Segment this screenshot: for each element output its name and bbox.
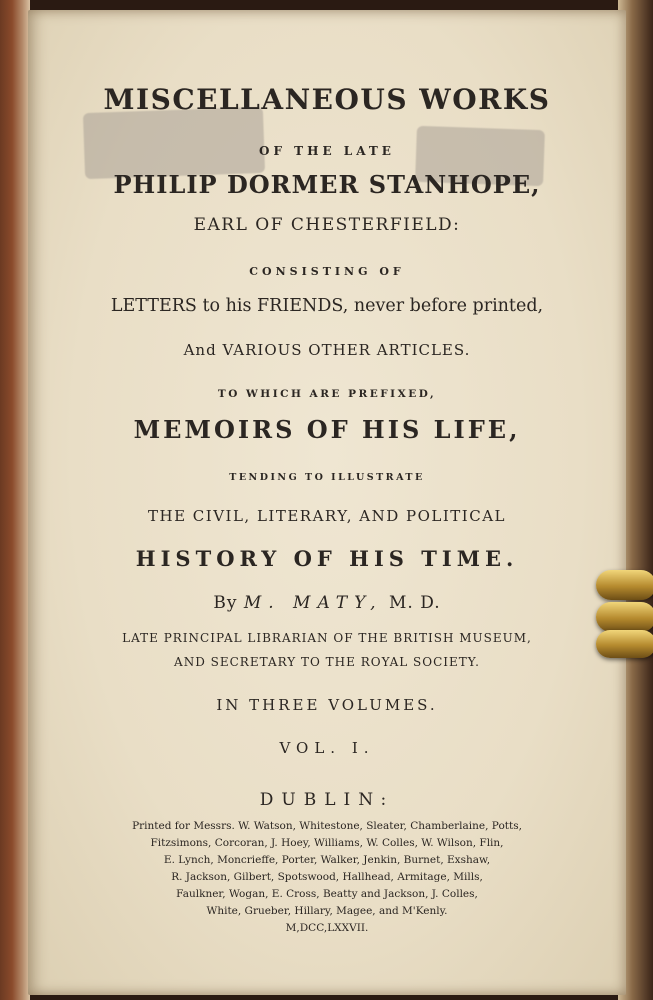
imprint-date: M,DCC,LXXVII. (285, 922, 369, 934)
secretary-line: AND SECRETARY TO THE ROYAL SOCIETY. (174, 655, 480, 669)
civil-literary-line: THE CIVIL, LITERARY, AND POLITICAL (148, 507, 506, 525)
volume-number: VOL. I. (279, 739, 375, 757)
subtitle-of-the-late: OF THE LATE (259, 144, 395, 158)
tending-line: TENDING TO ILLUSTRATE (229, 472, 425, 483)
brass-clasp (596, 630, 653, 658)
author-name-stanhope: PHILIP DORMER STANHOPE, (113, 170, 541, 199)
librarian-line: LATE PRINCIPAL LIBRARIAN OF THE BRITISH MUSEUM, (122, 631, 532, 645)
imprint-line: R. Jackson, Gilbert, Spotswood, Hallhead, Armitage, Mills, (171, 871, 483, 883)
book-title: MISCELLANEOUS WORKS (103, 83, 551, 116)
various-articles-line: And VARIOUS OTHER ARTICLES. (183, 341, 471, 359)
memoirs-line: MEMOIRS OF HIS LIFE, (133, 415, 521, 444)
imprint-line: E. Lynch, Moncrieffe, Porter, Walker, Jenkin, Burnet, Exshaw, (163, 854, 491, 866)
by-author-line (28, 593, 626, 613)
history-line: HISTORY OF HIS TIME. (135, 546, 519, 571)
imprint-city: DUBLIN: (259, 790, 395, 810)
letters-line: LETTERS to his FRIENDS, never before printed, (110, 296, 544, 316)
volumes-line: IN THREE VOLUMES. (216, 696, 438, 714)
imprint-line: Fitzsimons, Corcoran, J. Hoey, Williams, W. Colles, W. Wilson, Flin, (150, 837, 504, 849)
brass-clasp (596, 602, 653, 632)
imprint-line: Printed for Messrs. W. Watson, Whitestone, Sleater, Chamberlaine, Potts, (132, 820, 522, 832)
imprint-line: White, Grueber, Hillary, Magee, and M'Kenly. (206, 905, 448, 917)
brass-clasp (596, 570, 653, 600)
paper-repair-patch (83, 107, 265, 179)
book-spine-binding (0, 0, 30, 1000)
prefixed-line: TO WHICH ARE PREFIXED, (217, 388, 437, 400)
earl-title: EARL OF CHESTERFIELD: (193, 215, 461, 235)
author-maty: M. MATY, (243, 593, 383, 613)
title-page (28, 10, 626, 995)
consisting-of: CONSISTING OF (249, 265, 405, 278)
author-degree: M. D. (389, 593, 441, 613)
by-label: By (213, 593, 238, 613)
imprint-line: Faulkner, Wogan, E. Cross, Beatty and Jackson, J. Colles, (176, 888, 478, 900)
